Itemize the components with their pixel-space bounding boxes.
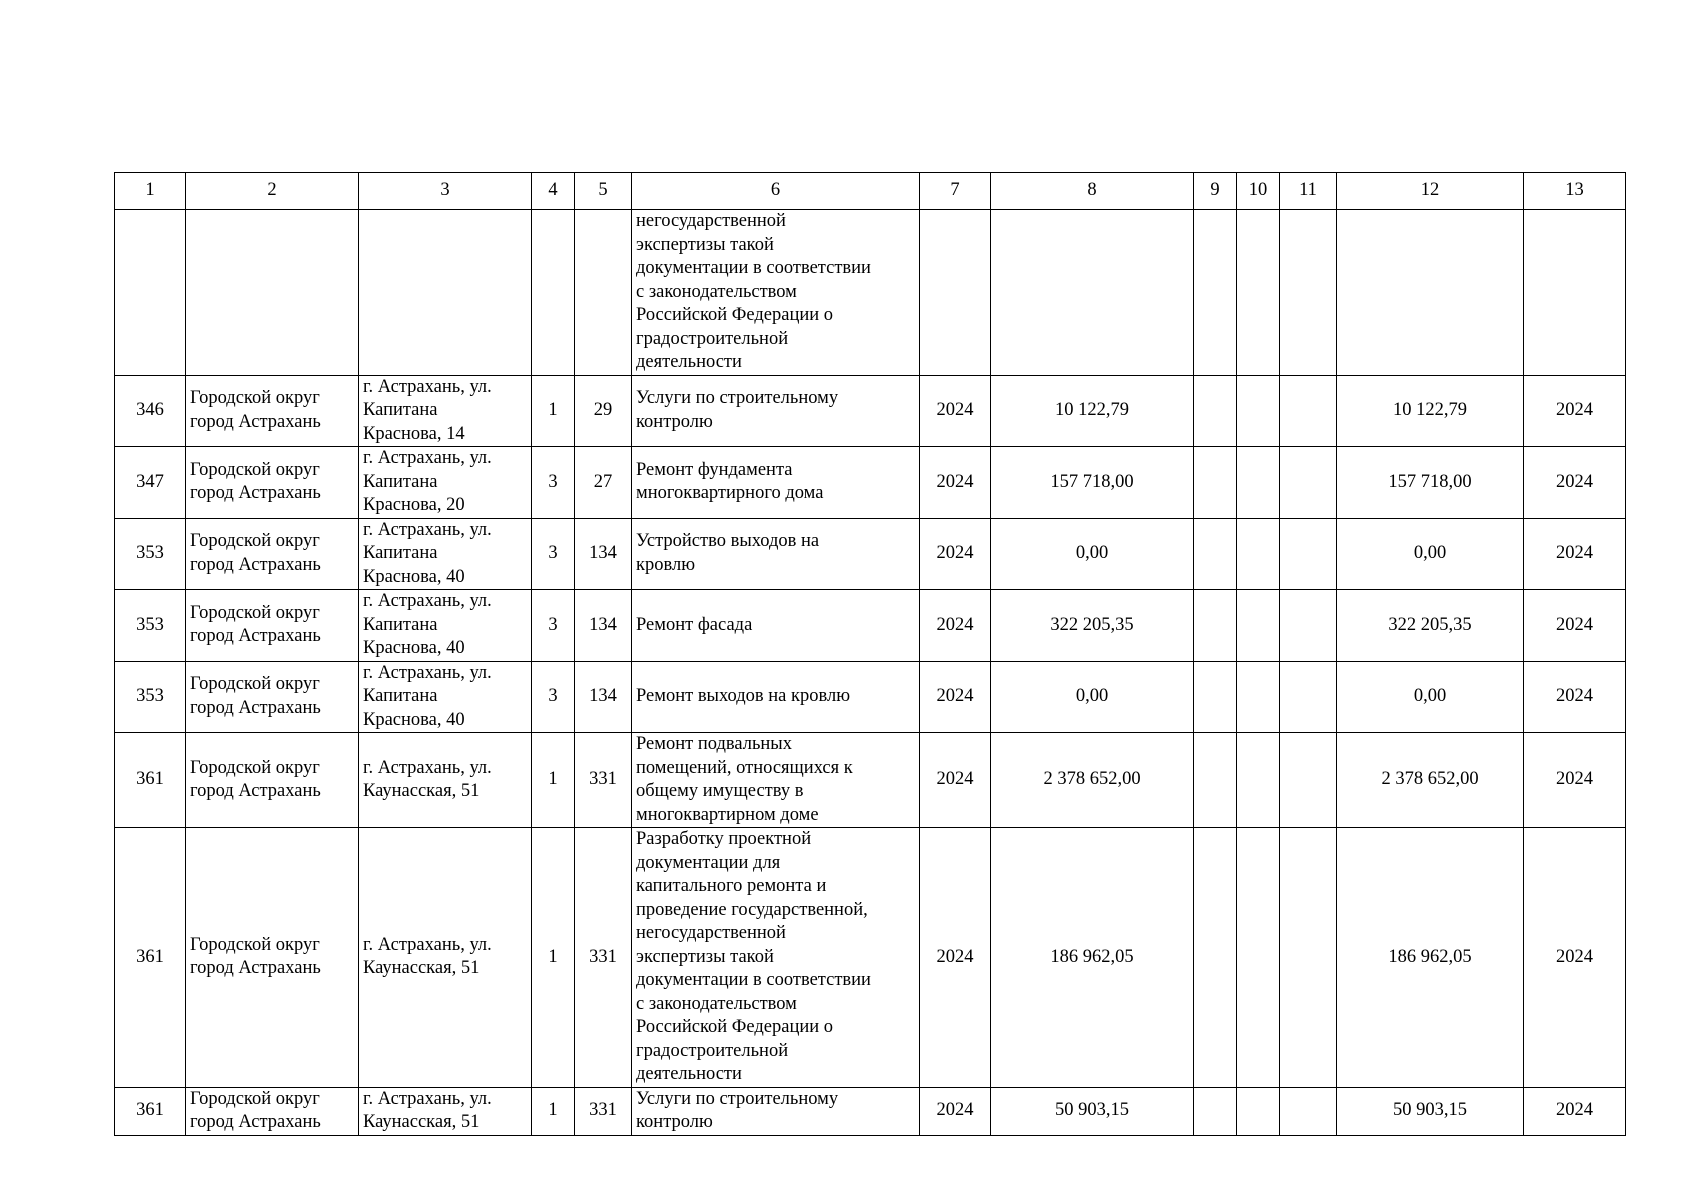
- work-type-cell: Устройство выходов на кровлю: [632, 518, 920, 590]
- amount-total-cell: 157 718,00: [1337, 447, 1524, 519]
- col11-cell: [1280, 1087, 1337, 1135]
- col5-cell: 134: [575, 590, 632, 662]
- row-number-cell: 346: [115, 375, 186, 447]
- year-cell: 2024: [920, 518, 991, 590]
- col4-cell: 3: [532, 590, 575, 662]
- municipality-cell: Городской округ город Астрахань: [186, 828, 359, 1088]
- col5-cell: 331: [575, 733, 632, 828]
- municipality-cell: Городской округ город Астрахань: [186, 518, 359, 590]
- row-number-cell: 361: [115, 733, 186, 828]
- work-type-cell: Разработку проектной документации для капитального ремонта и проведение государственной, негосударственной экспертизы такой документации в соответствии с законодательством Российской Федерации о градостроительной деятельности: [632, 828, 920, 1088]
- col5-cell: 331: [575, 1087, 632, 1135]
- address-cell: г. Астрахань, ул. Каунасская, 51: [359, 733, 532, 828]
- table-row: [115, 447, 1626, 519]
- col10-cell: [1237, 210, 1280, 376]
- column-number: 4: [532, 173, 575, 210]
- column-number: 9: [1194, 173, 1237, 210]
- col11-cell: [1280, 733, 1337, 828]
- year-end-cell: 2024: [1524, 661, 1626, 733]
- col9-cell: [1194, 828, 1237, 1088]
- amount-total-cell: 322 205,35: [1337, 590, 1524, 662]
- year-end-cell: 2024: [1524, 518, 1626, 590]
- table-row: [115, 661, 1626, 733]
- amount-cell: 0,00: [991, 518, 1194, 590]
- amount-total-cell: 2 378 652,00: [1337, 733, 1524, 828]
- table-row: [115, 375, 1626, 447]
- municipality-cell: Городской округ город Астрахань: [186, 661, 359, 733]
- address-cell: г. Астрахань, ул. Капитана Краснова, 40: [359, 518, 532, 590]
- amount-cell: 0,00: [991, 661, 1194, 733]
- year-cell: 2024: [920, 828, 991, 1088]
- row-number-cell: 361: [115, 828, 186, 1088]
- row-number-cell: 353: [115, 590, 186, 662]
- col9-cell: [1194, 518, 1237, 590]
- column-number: 13: [1524, 173, 1626, 210]
- col4-cell: 3: [532, 661, 575, 733]
- col10-cell: [1237, 447, 1280, 519]
- year-end-cell: 2024: [1524, 1087, 1626, 1135]
- col9-cell: [1194, 375, 1237, 447]
- year-cell: 2024: [920, 661, 991, 733]
- year-cell: 2024: [920, 733, 991, 828]
- column-number: 8: [991, 173, 1194, 210]
- column-number: 7: [920, 173, 991, 210]
- column-number: 2: [186, 173, 359, 210]
- col5-cell: [575, 210, 632, 376]
- year-end-cell: 2024: [1524, 828, 1626, 1088]
- address-cell: г. Астрахань, ул. Каунасская, 51: [359, 1087, 532, 1135]
- column-number: 11: [1280, 173, 1337, 210]
- col10-cell: [1237, 733, 1280, 828]
- col10-cell: [1237, 375, 1280, 447]
- col11-cell: [1280, 518, 1337, 590]
- col11-cell: [1280, 210, 1337, 376]
- amount-cell: 157 718,00: [991, 447, 1194, 519]
- row-number-cell: [115, 210, 186, 376]
- column-number: 12: [1337, 173, 1524, 210]
- col11-cell: [1280, 661, 1337, 733]
- col4-cell: 1: [532, 828, 575, 1088]
- amount-total-cell: 0,00: [1337, 661, 1524, 733]
- year-end-cell: 2024: [1524, 375, 1626, 447]
- amount-total-cell: [1337, 210, 1524, 376]
- amount-cell: 2 378 652,00: [991, 733, 1194, 828]
- municipality-cell: Городской округ город Астрахань: [186, 447, 359, 519]
- address-cell: г. Астрахань, ул. Капитана Краснова, 14: [359, 375, 532, 447]
- work-type-cell: Ремонт подвальных помещений, относящихся к общему имуществу в многоквартирном доме: [632, 733, 920, 828]
- work-type-cell: Услуги по строительному контролю: [632, 1087, 920, 1135]
- amount-total-cell: 186 962,05: [1337, 828, 1524, 1088]
- column-number: 1: [115, 173, 186, 210]
- column-number: 10: [1237, 173, 1280, 210]
- row-number-cell: 347: [115, 447, 186, 519]
- table-row: [115, 210, 1626, 376]
- year-cell: 2024: [920, 447, 991, 519]
- col4-cell: 3: [532, 518, 575, 590]
- table-row: [115, 828, 1626, 1088]
- address-cell: г. Астрахань, ул. Капитана Краснова, 40: [359, 661, 532, 733]
- year-cell: 2024: [920, 375, 991, 447]
- amount-cell: [991, 210, 1194, 376]
- year-end-cell: [1524, 210, 1626, 376]
- work-type-cell: негосударственной экспертизы такой документации в соответствии с законодательством Российской Федерации о градостроительной деятельности: [632, 210, 920, 376]
- col9-cell: [1194, 447, 1237, 519]
- col9-cell: [1194, 1087, 1237, 1135]
- col9-cell: [1194, 661, 1237, 733]
- col4-cell: 1: [532, 733, 575, 828]
- column-number: 3: [359, 173, 532, 210]
- address-cell: г. Астрахань, ул. Каунасская, 51: [359, 828, 532, 1088]
- year-end-cell: 2024: [1524, 590, 1626, 662]
- col11-cell: [1280, 447, 1337, 519]
- table-row: [115, 518, 1626, 590]
- municipality-cell: Городской округ город Астрахань: [186, 590, 359, 662]
- amount-cell: 10 122,79: [991, 375, 1194, 447]
- col5-cell: 134: [575, 661, 632, 733]
- amount-cell: 322 205,35: [991, 590, 1194, 662]
- col4-cell: 1: [532, 1087, 575, 1135]
- col11-cell: [1280, 828, 1337, 1088]
- column-number: 5: [575, 173, 632, 210]
- work-type-cell: Услуги по строительному контролю: [632, 375, 920, 447]
- year-cell: 2024: [920, 1087, 991, 1135]
- table-row: [115, 590, 1626, 662]
- col11-cell: [1280, 590, 1337, 662]
- municipality-cell: [186, 210, 359, 376]
- col10-cell: [1237, 828, 1280, 1088]
- work-type-cell: Ремонт фасада: [632, 590, 920, 662]
- col4-cell: [532, 210, 575, 376]
- year-cell: 2024: [920, 590, 991, 662]
- col5-cell: 29: [575, 375, 632, 447]
- col4-cell: 1: [532, 375, 575, 447]
- year-cell: [920, 210, 991, 376]
- table-body: [115, 173, 1626, 1136]
- row-number-cell: 353: [115, 518, 186, 590]
- col9-cell: [1194, 210, 1237, 376]
- col10-cell: [1237, 590, 1280, 662]
- municipality-cell: Городской округ город Астрахань: [186, 1087, 359, 1135]
- col5-cell: 134: [575, 518, 632, 590]
- address-cell: г. Астрахань, ул. Капитана Краснова, 20: [359, 447, 532, 519]
- col9-cell: [1194, 590, 1237, 662]
- column-number: 6: [632, 173, 920, 210]
- year-end-cell: 2024: [1524, 447, 1626, 519]
- amount-cell: 186 962,05: [991, 828, 1194, 1088]
- address-cell: [359, 210, 532, 376]
- col9-cell: [1194, 733, 1237, 828]
- capital-repair-table: [114, 172, 1626, 1136]
- municipality-cell: Городской округ город Астрахань: [186, 375, 359, 447]
- header-row: [115, 173, 1626, 210]
- municipality-cell: Городской округ город Астрахань: [186, 733, 359, 828]
- amount-total-cell: 50 903,15: [1337, 1087, 1524, 1135]
- amount-total-cell: 10 122,79: [1337, 375, 1524, 447]
- col4-cell: 3: [532, 447, 575, 519]
- row-number-cell: 361: [115, 1087, 186, 1135]
- amount-total-cell: 0,00: [1337, 518, 1524, 590]
- work-type-cell: Ремонт выходов на кровлю: [632, 661, 920, 733]
- amount-cell: 50 903,15: [991, 1087, 1194, 1135]
- address-cell: г. Астрахань, ул. Капитана Краснова, 40: [359, 590, 532, 662]
- row-number-cell: 353: [115, 661, 186, 733]
- col5-cell: 27: [575, 447, 632, 519]
- table-row: [115, 733, 1626, 828]
- col5-cell: 331: [575, 828, 632, 1088]
- col11-cell: [1280, 375, 1337, 447]
- col10-cell: [1237, 518, 1280, 590]
- year-end-cell: 2024: [1524, 733, 1626, 828]
- work-type-cell: Ремонт фундамента многоквартирного дома: [632, 447, 920, 519]
- table-row: [115, 1087, 1626, 1135]
- col10-cell: [1237, 1087, 1280, 1135]
- col10-cell: [1237, 661, 1280, 733]
